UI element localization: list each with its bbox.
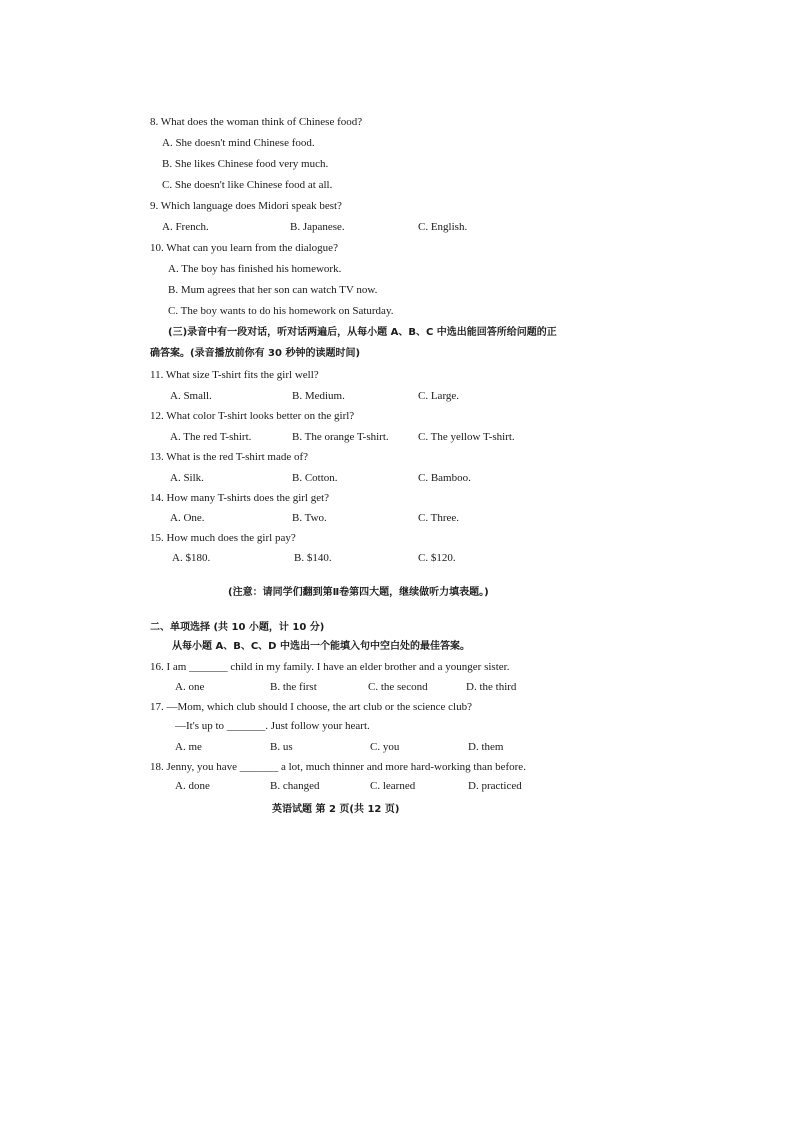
q10-option-c: C. The boy wants to do his homework on Saturday.	[168, 305, 394, 317]
q11-option-c: C. Large.	[418, 390, 460, 402]
q10-option-b: B. Mum agrees that her son can watch TV now.	[168, 284, 378, 296]
q16-option-a: A. one	[175, 681, 205, 693]
q9-option-a: A. French.	[162, 221, 209, 233]
q8-option-a: A. She doesn't mind Chinese food.	[162, 137, 315, 149]
q17-option-b: B. us	[270, 741, 293, 753]
question-14: 14. How many T-shirts does the girl get?	[150, 492, 330, 504]
section2-instruction: 从每小题 A、B、C、D 中选出一个能填入句中空白处的最佳答案。	[172, 641, 470, 652]
q16-option-d: D. the third	[466, 681, 517, 693]
listening-note: (注意：请同学们翻到第Ⅱ卷第四大题，继续做听力填表题。)	[228, 587, 489, 598]
question-10: 10. What can you learn from the dialogue?	[150, 242, 338, 254]
q18-option-c: C. learned	[370, 780, 416, 792]
q17-option-c: C. you	[370, 741, 400, 753]
q18-option-a: A. done	[175, 780, 210, 792]
q13-option-b: B. Cotton.	[292, 472, 338, 484]
q8-option-c: C. She doesn't like Chinese food at all.	[162, 179, 333, 191]
page-footer: 英语试题 第 2 页(共 12 页)	[272, 804, 400, 815]
question-16: 16. I am _______ child in my family. I have an elder brother and a younger sister.	[150, 661, 510, 673]
q15-option-b: B. $140.	[294, 552, 332, 564]
question-17: 17. —Mom, which club should I choose, the art club or the science club?	[150, 701, 472, 713]
q16-option-b: B. the first	[270, 681, 317, 693]
q9-option-b: B. Japanese.	[290, 221, 345, 233]
q13-option-a: A. Silk.	[170, 472, 204, 484]
question-9: 9. Which language does Midori speak best?	[150, 200, 342, 212]
q13-option-c: C. Bamboo.	[418, 472, 471, 484]
q11-option-a: A. Small.	[170, 390, 212, 402]
q8-option-b: B. She likes Chinese food very much.	[162, 158, 329, 170]
question-11: 11. What size T-shirt fits the girl well?	[150, 369, 319, 381]
question-15: 15. How much does the girl pay?	[150, 532, 296, 544]
q18-option-d: D. practiced	[468, 780, 522, 792]
q12-option-b: B. The orange T-shirt.	[292, 431, 389, 443]
q10-option-a: A. The boy has finished his homework.	[168, 263, 342, 275]
q15-option-c: C. $120.	[418, 552, 456, 564]
q11-option-b: B. Medium.	[292, 390, 345, 402]
q17-option-a: A. me	[175, 741, 202, 753]
q14-option-c: C. Three.	[418, 512, 460, 524]
question-18: 18. Jenny, you have _______ a lot, much thinner and more hard-working than before.	[150, 761, 526, 773]
q12-option-a: A. The red T-shirt.	[170, 431, 252, 443]
q16-option-c: C. the second	[368, 681, 428, 693]
section2-title: 二、单项选择 (共 10 小题，计 10 分)	[150, 622, 325, 633]
question-12: 12. What color T-shirt looks better on the girl?	[150, 410, 355, 422]
q14-option-b: B. Two.	[292, 512, 327, 524]
q17-option-d: D. them	[468, 741, 504, 753]
question-17-reply: —It's up to _______. Just follow your heart.	[175, 720, 370, 732]
q12-option-c: C. The yellow T-shirt.	[418, 431, 515, 443]
question-13: 13. What is the red T-shirt made of?	[150, 451, 309, 463]
q15-option-a: A. $180.	[172, 552, 211, 564]
question-8: 8. What does the woman think of Chinese food?	[150, 116, 363, 128]
q9-option-c: C. English.	[418, 221, 468, 233]
q18-option-b: B. changed	[270, 780, 320, 792]
section3-instruction-line2: 确答案。(录音播放前你有 30 秒钟的读题时间)	[150, 348, 361, 359]
section3-instruction-line1: (三)录音中有一段对话，听对话两遍后，从每小题 A、B、C 中选出能回答所给问题的正	[168, 327, 557, 338]
q14-option-a: A. One.	[170, 512, 205, 524]
